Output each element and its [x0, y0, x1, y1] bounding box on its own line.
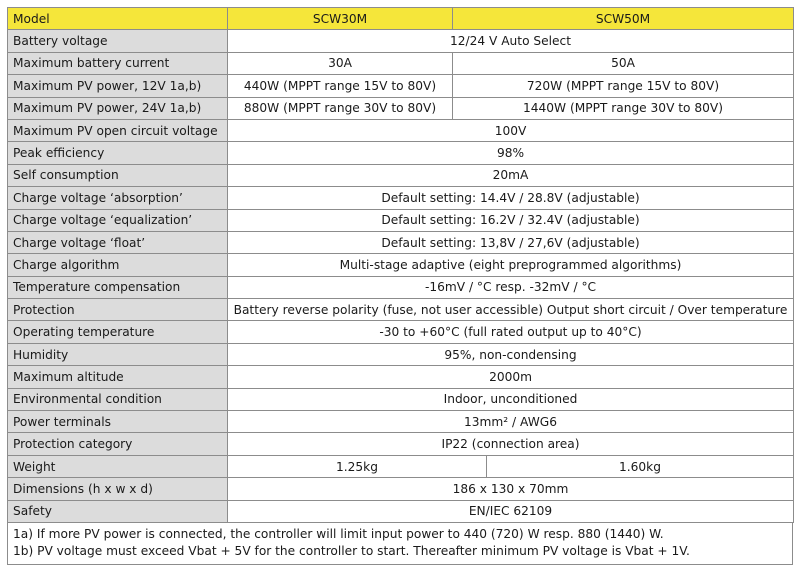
- spec-row: [8, 321, 794, 343]
- spec-row: [8, 231, 794, 253]
- spec-value: Default setting: 14.4V / 28.8V (adjustable): [228, 187, 794, 209]
- spec-value-model-2: 1440W (MPPT range 30V to 80V): [453, 97, 794, 119]
- spec-row: [8, 276, 794, 298]
- spec-value: 100V: [228, 119, 794, 141]
- spec-label: Charge algorithm: [8, 254, 228, 276]
- spec-label: Charge voltage ‘equalization’: [8, 209, 228, 231]
- spec-row: [8, 52, 794, 74]
- spec-label: Operating temperature: [8, 321, 228, 343]
- spec-value: 186 x 130 x 70mm: [228, 478, 794, 500]
- spec-value: Multi-stage adaptive (eight preprogrammed algorithms): [228, 254, 794, 276]
- spec-row: [8, 142, 794, 164]
- spec-label: Safety: [8, 500, 228, 522]
- header-row: [8, 8, 794, 30]
- spec-label: Dimensions (h x w x d): [8, 478, 228, 500]
- spec-label: Maximum PV open circuit voltage: [8, 119, 228, 141]
- spec-value-model-2: 720W (MPPT range 15V to 80V): [453, 75, 794, 97]
- spec-table-body: [8, 8, 794, 523]
- header-label: Model: [8, 8, 228, 30]
- spec-label: Maximum battery current: [8, 52, 228, 74]
- spec-label: Protection: [8, 299, 228, 321]
- spec-value: IP22 (connection area): [228, 433, 794, 455]
- spec-value: Default setting: 16.2V / 32.4V (adjustable): [228, 209, 794, 231]
- spec-row: [8, 97, 794, 119]
- spec-value: 20mA: [228, 164, 794, 186]
- spec-value-model-1: 880W (MPPT range 30V to 80V): [228, 97, 453, 119]
- spec-value: 12/24 V Auto Select: [228, 30, 794, 52]
- spec-value: -30 to +60°C (full rated output up to 40°C): [228, 321, 794, 343]
- spec-table: [7, 7, 794, 523]
- spec-value: 98%: [228, 142, 794, 164]
- spec-label: Maximum PV power, 24V 1a,b): [8, 97, 228, 119]
- header-model-2: SCW50M: [453, 8, 794, 30]
- spec-value: Default setting: 13,8V / 27,6V (adjustable): [228, 231, 794, 253]
- spec-label: Power terminals: [8, 411, 228, 433]
- spec-value: 95%, non-condensing: [228, 343, 794, 365]
- spec-label: Protection category: [8, 433, 228, 455]
- spec-value-model-1: 1.25kg: [228, 455, 487, 477]
- footnote-1a: 1a) If more PV power is connected, the controller will limit input power to 440 (720) W resp. 880 (1440) W.: [13, 526, 664, 541]
- spec-label: Environmental condition: [8, 388, 228, 410]
- spec-row: [8, 75, 794, 97]
- spec-label: Charge voltage ‘float’: [8, 231, 228, 253]
- spec-row: [8, 478, 794, 500]
- spec-label: Humidity: [8, 343, 228, 365]
- spec-value: 2000m: [228, 366, 794, 388]
- footnotes: [7, 523, 793, 565]
- spec-label: Peak efficiency: [8, 142, 228, 164]
- spec-row: [8, 30, 794, 52]
- spec-row: [8, 119, 794, 141]
- spec-row: [8, 366, 794, 388]
- spec-value: Indoor, unconditioned: [228, 388, 794, 410]
- spec-row: [8, 209, 794, 231]
- spec-label: Battery voltage: [8, 30, 228, 52]
- spec-row: [8, 299, 794, 321]
- spec-sheet: [7, 7, 793, 565]
- spec-row: [8, 254, 794, 276]
- footnote-1b: 1b) PV voltage must exceed Vbat + 5V for the controller to start. Thereafter minimum PV voltage is Vbat + 1V.: [13, 543, 690, 558]
- spec-label: Temperature compensation: [8, 276, 228, 298]
- spec-row: [8, 164, 794, 186]
- spec-row: [8, 187, 794, 209]
- spec-value: EN/IEC 62109: [228, 500, 794, 522]
- header-model-1: SCW30M: [228, 8, 453, 30]
- spec-value-model-2: 1.60kg: [487, 455, 794, 477]
- spec-row: [8, 388, 794, 410]
- spec-row: [8, 500, 794, 522]
- spec-value: 13mm² / AWG6: [228, 411, 794, 433]
- spec-value-model-1: 30A: [228, 52, 453, 74]
- spec-label: Weight: [8, 455, 228, 477]
- spec-row: [8, 343, 794, 365]
- spec-value-model-2: 50A: [453, 52, 794, 74]
- spec-value-model-1: 440W (MPPT range 15V to 80V): [228, 75, 453, 97]
- spec-label: Self consumption: [8, 164, 228, 186]
- spec-row: [8, 455, 794, 477]
- spec-label: Maximum PV power, 12V 1a,b): [8, 75, 228, 97]
- spec-label: Charge voltage ‘absorption’: [8, 187, 228, 209]
- spec-row: [8, 433, 794, 455]
- spec-value: -16mV / °C resp. -32mV / °C: [228, 276, 794, 298]
- spec-label: Maximum altitude: [8, 366, 228, 388]
- spec-value: Battery reverse polarity (fuse, not user accessible) Output short circuit / Over temperature: [228, 299, 794, 321]
- spec-row: [8, 411, 794, 433]
